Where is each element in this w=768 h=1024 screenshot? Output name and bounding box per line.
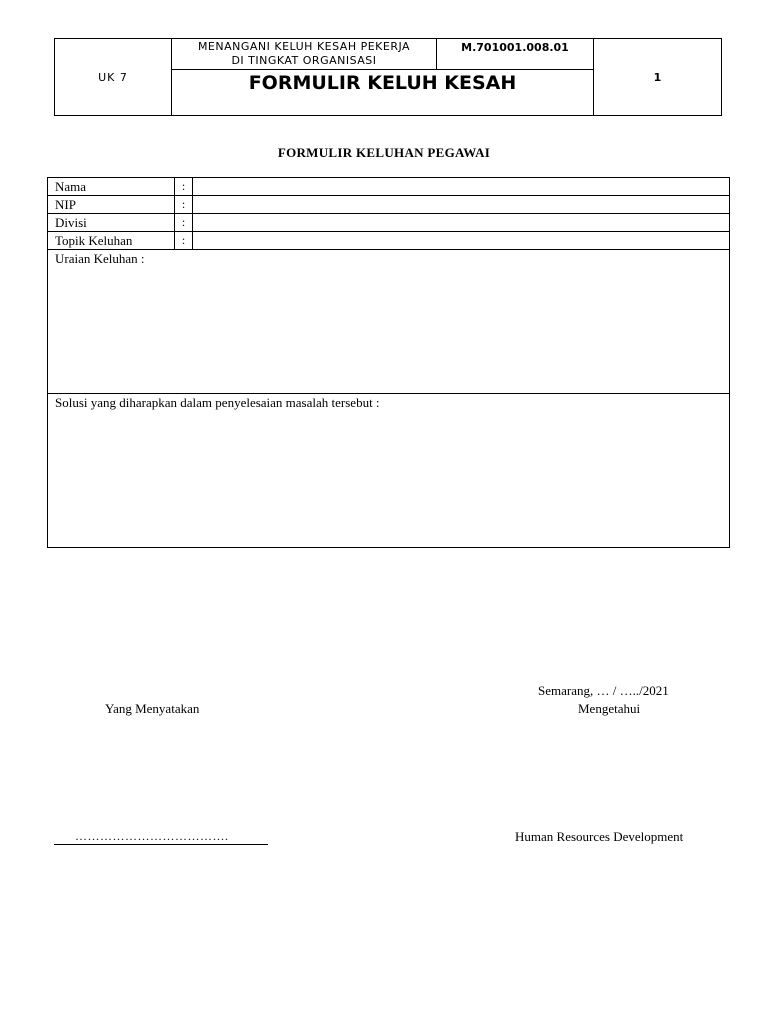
unit-code: UK 7 [55,39,172,115]
subject-line-2: DI TINGKAT ORGANISASI [231,54,377,67]
signer-title-left: Yang Menyatakan [105,701,200,716]
field-separator: : [174,178,193,195]
field-row-topik-keluhan [48,232,729,250]
document-header [54,38,722,116]
document-title: FORMULIR KELUH KESAH [248,72,517,94]
field-row-divisi [48,214,729,232]
complaint-label: Uraian Keluhan : [55,251,145,266]
field-row-nip [48,196,729,214]
document-code: M.701001.008.01 [437,39,593,70]
subject-line-1: MENANGANI KELUH KESAH PEKERJA [197,40,411,53]
field-label: NIP [55,197,76,212]
field-row-nama [48,178,729,196]
signer-title-right: Mengetahui [578,701,641,716]
solution-label: Solusi yang diharapkan dalam penyelesaian masalah tersebut : [55,395,380,410]
form-title: FORMULIR KELUHAN PEGAWAI [277,145,491,160]
field-separator: : [174,196,193,213]
signature-line-left [54,844,268,845]
complaint-description-area [48,250,729,394]
field-separator: : [174,214,193,231]
field-label: Divisi [55,215,87,230]
field-separator: : [174,232,193,249]
signature-blank-left: ………………………………. [75,829,229,843]
place-date: Semarang, … / …../2021 [538,683,669,698]
field-label: Topik Keluhan [55,233,133,248]
solution-area [48,394,729,547]
signer-name-right: Human Resources Development [515,829,684,844]
page-number: 1 [593,39,721,115]
complaint-form [47,177,730,548]
field-label: Nama [55,179,87,194]
subject-cell [172,39,437,70]
